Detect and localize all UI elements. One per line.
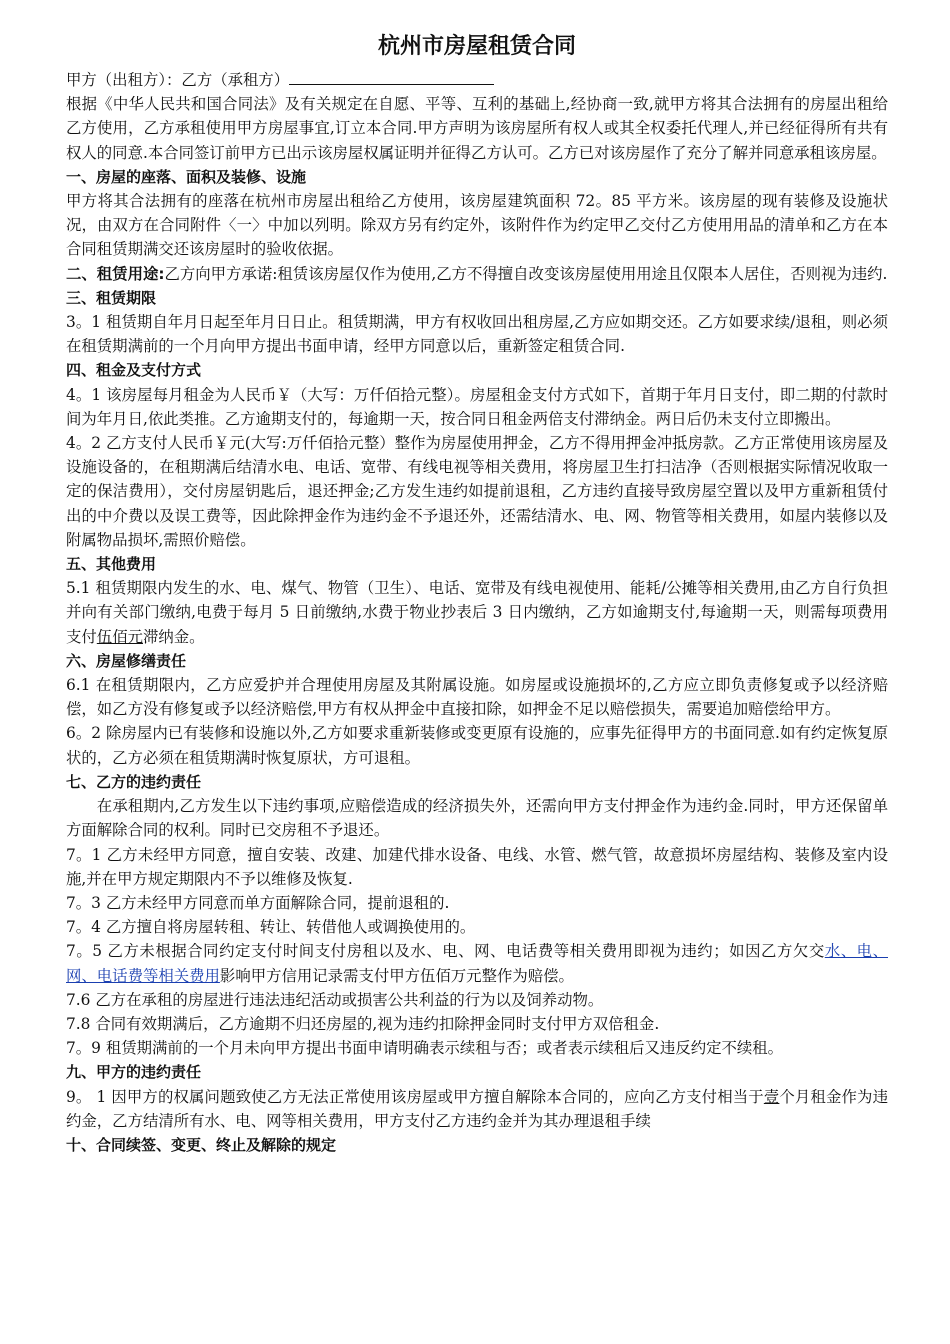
section-1-paragraph-1: 甲方将其合法拥有的座落在杭州市房屋出租给乙方使用，该房屋建筑面积 72。85 平方米。该房屋的现有装修及设施状况，由双方在合同附件〈一〉中加以列明。除双方另有约定外，该附件作为约定甲乙交付乙方使用用品的清单和乙方在本合同租赁期满交还该房屋时的验收依据。 bbox=[66, 192, 889, 259]
intro-paragraph: 根据《中华人民共和国合同法》及有关规定在自愿、平等、互利的基础上,经协商一致,就甲方将其合法拥有的房屋出租给乙方使用，乙方承租使用甲方房屋事宜,订立本合同.甲方声明为该房屋所有权人或其全权委托代理人,并已经征得所有共有权人的同意.本合同签订前甲方已出示该房屋权属证明并征得乙方认可。乙方已对该房屋作了充分了解并同意承租该房屋。 bbox=[66, 95, 888, 162]
section-7-item-5 bbox=[66, 939, 888, 987]
section-7-heading: 七、乙方的违约责任 bbox=[66, 772, 202, 791]
section-7-item-3: 7。3 乙方未经甲方同意而单方面解除合同，提前退租的. bbox=[66, 893, 450, 912]
section-5-text-b: 滞纳金。 bbox=[142, 627, 205, 646]
section-9-paragraph-1 bbox=[66, 1085, 888, 1133]
section-2-heading: 二、租赁用途: bbox=[66, 264, 165, 283]
section-4-paragraph-2: 4。2 乙方支付人民币￥元(大写:万仟佰拾元整）整作为房屋使用押金，乙方不得用押金冲抵房款。乙方正常使用该房屋及设施设备的，在租期满后结清水电、电话、宽带、有线电视等相关费用，将房屋卫生打扫洁净（否则根据实际情况收取一定的保洁费用），交付房屋钥匙后，退还押金;乙方发生违约如提前退租，乙方违约直接导致房屋空置以及甲方重新租赁付出的中介费以及误工费等，因此除押金作为违约金不予退还外，还需结清水、电、网、物管等相关费用，如屋内装修以及附属物品损坏,需照价赔偿。 bbox=[66, 434, 888, 549]
section-7-intro: 在承租期内,乙方发生以下违约事项,应赔偿造成的经济损失外，还需向甲方支付押金作为违约金.同时，甲方还保留单方面解除合同的权利。同时已交房租不予退还。 bbox=[66, 797, 888, 840]
section-2-paragraph bbox=[66, 262, 888, 286]
section-7-item-5-text-a: 7。5 乙方未根据合同约定支付时间支付房租以及水、电、网、电话费等相关费用即视为违约；如因乙方欠交 bbox=[66, 942, 825, 961]
signature-blank bbox=[289, 70, 494, 85]
section-9-heading: 九、甲方的违约责任 bbox=[66, 1063, 202, 1082]
section-5-paragraph-1 bbox=[66, 576, 888, 649]
section-9-text-b: 个月租金作为违约金，乙方结清所有水、电、网等相关费用，甲方支付乙方违约金并为其办理退租手续 bbox=[66, 1087, 888, 1130]
section-6-paragraph-1: 6.1 在租赁期限内，乙方应爱护并合理使用房屋及其附属设施。如房屋或设施损坏的,乙方应立即负责修复或予以经济赔偿，如乙方没有修复或予以经济赔偿,甲方有权从押金中直接扣除，如押金不足以赔偿损失，需要追加赔偿给甲方。 bbox=[66, 676, 888, 719]
section-7-item-4: 7。4 乙方擅自将房屋转租、转让、转借他人或调换使用的。 bbox=[66, 918, 476, 937]
section-4-paragraph-1: 4。1 该房屋每月租金为人民币￥（大写：万仟佰拾元整）。房屋租金支付方式如下，首期于年月日支付，即二期的付款时间为年月日,依此类推。乙方逾期支付的，每逾期一天，按合同日租金两倍支付滞纳金。两日后仍未支付立即搬出。 bbox=[66, 385, 888, 428]
section-7-item-5-text-b: 影响甲方信用记录需支付甲方伍佰万元整作为赔偿。 bbox=[219, 966, 574, 985]
parties-text: 甲方（出租方）：乙方（承租方） bbox=[66, 71, 290, 89]
section-3-heading: 三、租赁期限 bbox=[66, 288, 157, 307]
utility-fees-link[interactable]: 水、电、网、电话费等相关费用 bbox=[66, 942, 888, 985]
section-10-heading: 十、合同续签、变更、终止及解除的规定 bbox=[66, 1135, 337, 1154]
section-3-paragraph-1: 3。1 租赁期自年月日起至年月日日止。租赁期满，甲方有权收回出租房屋,乙方应如期交还。乙方如要求续/退租，则必须在租赁期满前的一个月向甲方提出书面申请，经甲方同意以后，重新签定租赁合同. bbox=[66, 313, 888, 356]
parties-line bbox=[66, 68, 888, 92]
section-5-heading: 五、其他费用 bbox=[66, 555, 157, 574]
section-4-heading: 四、租金及支付方式 bbox=[66, 361, 202, 380]
section-1-heading: 一、房屋的座落、面积及装修、设施 bbox=[66, 167, 307, 186]
section-7-item-1: 7。1 乙方未经甲方同意，擅自安装、改建、加建代排水设备、电线、水管、燃气管，故意损坏房屋结构、装修及室内设施,并在甲方规定期限内不予以维修及恢复. bbox=[66, 845, 888, 888]
section-5-text-a: 5.1 租赁期限内发生的水、电、煤气、物管（卫生）、电话、宽带及有线电视使用、能耗/公摊等相关费用,由乙方自行负担并向有关部门缴纳,电费于每月 5 日前缴纳,水费于物业抄表后 3 日内缴纳，乙方如逾期支付,每逾期一天，则需每项费用支付 bbox=[66, 579, 888, 646]
document-title: 杭州市房屋租赁合同 bbox=[377, 34, 576, 59]
late-fee-amount: 伍佰元 bbox=[96, 627, 143, 646]
section-6-paragraph-2: 6。2 除房屋内已有装修和设施以外,乙方如要求重新装修或变更原有设施的，应事先征得甲方的书面同意.如有约定恢复原状的，乙方必须在租赁期满时恢复原状，方可退租。 bbox=[66, 724, 888, 767]
section-7-item-9: 7。9 租赁期满前的一个月未向甲方提出书面申请明确表示续租与否；或者表示续租后又违反约定不续租。 bbox=[66, 1039, 784, 1058]
section-7-item-6: 7.6 乙方在承租的房屋进行违法违纪活动或损害公共利益的行为以及饲养动物。 bbox=[66, 990, 604, 1009]
section-2-text: 乙方向甲方承诺:租赁该房屋仅作为使用,乙方不得擅自改变该房屋使用用途且仅限本人居住，否则视为违约. bbox=[164, 264, 888, 283]
contract-page bbox=[66, 30, 888, 1157]
section-9-text-a: 9。 1 因甲方的权属问题致使乙方无法正常使用该房屋或甲方擅自解除本合同的，应向乙方支付相当于 bbox=[66, 1087, 764, 1106]
months-count: 壹 bbox=[763, 1087, 780, 1106]
section-7-item-8: 7.8 合同有效期满后，乙方逾期不归还房屋的,视为违约扣除押金同时支付甲方双倍租金. bbox=[66, 1014, 660, 1033]
section-6-heading: 六、房屋修缮责任 bbox=[66, 651, 187, 670]
